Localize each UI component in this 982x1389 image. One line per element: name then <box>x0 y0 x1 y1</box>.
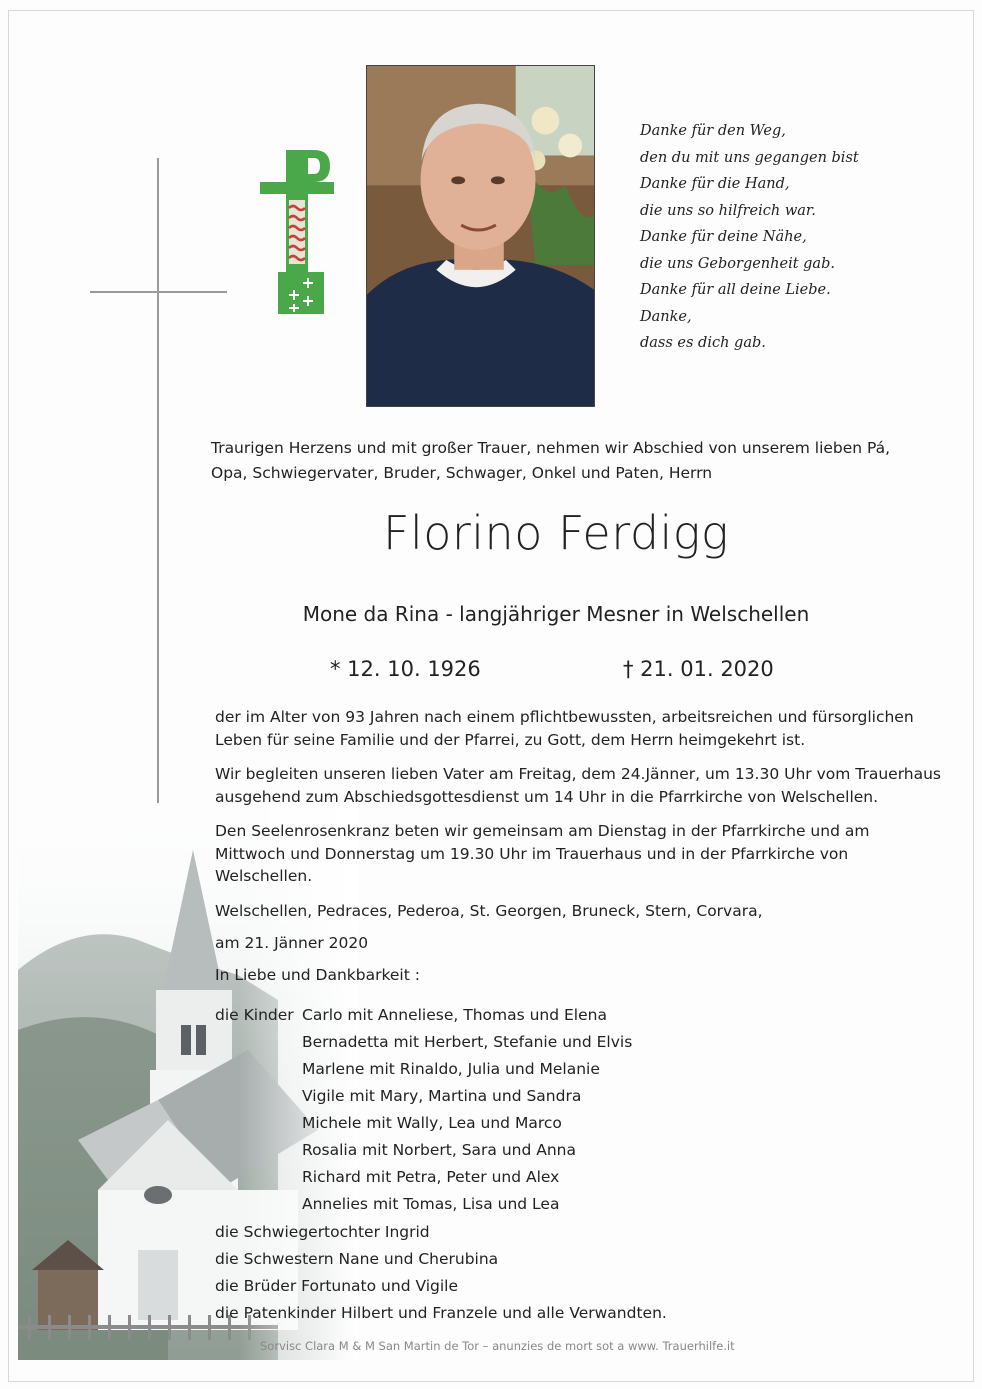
text-line: ausgehend zum Abschiedsgottesdienst um 14 Uhr in die Pfarrkirche von Welschellen. <box>215 787 879 806</box>
portrait-photo <box>366 65 595 407</box>
deceased-name: Florino Ferdigg <box>382 506 730 560</box>
death-date: † 21. 01. 2020 <box>623 657 774 681</box>
poem-line: die uns so hilfreich war. <box>640 202 816 219</box>
birth-date: * 12. 10. 1926 <box>330 657 481 681</box>
list-item: die Patenkinder Hilbert und Franzele und alle Verwandten. <box>215 1304 667 1322</box>
places-line: Welschellen, Pedraces, Pederoa, St. Georgen, Bruneck, Stern, Corvara, <box>215 902 763 920</box>
cross-horizontal <box>90 291 227 293</box>
deceased-subtitle: Mone da Rina - langjähriger Mesner in Welschellen <box>302 602 810 626</box>
cross-vertical <box>157 158 159 803</box>
text-line: Leben für seine Familie und der Pfarrei, zu Gott, dem Herrn heimgekehrt ist. <box>215 730 806 749</box>
poem-line: Danke für deine Nähe, <box>640 229 807 245</box>
text-line: Mittwoch und Donnerstag um 19.30 Uhr im Trauerhaus und in der Pfarrkirche von <box>215 844 849 863</box>
list-item: die Brüder Fortunato und Vigile <box>215 1277 459 1295</box>
footer-credit: Sorvisc Clara M & M San Martin de Tor – anunzies de mort sot a www. Trauerhilfe.it <box>260 1339 735 1353</box>
chi-rho-icon <box>258 146 338 318</box>
child-entry: Carlo mit Anneliese, Thomas und Elena <box>302 1006 607 1024</box>
intro-line: Opa, Schwiegervater, Bruder, Schwager, Onkel und Paten, Herrn <box>211 464 713 482</box>
poem <box>640 118 940 357</box>
poem-line: Danke für all deine Liebe. <box>640 282 831 298</box>
child-entry: Marlene mit Rinaldo, Julia und Melanie <box>302 1060 600 1078</box>
paragraph-age <box>215 706 915 751</box>
paragraph-funeral <box>215 763 942 808</box>
children-label: die Kinder <box>215 1006 294 1024</box>
poem-line: Danke für den Weg, <box>640 123 786 139</box>
poem-line: die uns Geborgenheit gab. <box>640 255 835 272</box>
child-entry: Richard mit Petra, Peter und Alex <box>302 1168 560 1186</box>
text-line: Den Seelenrosenkranz beten wir gemeinsam am Dienstag in der Pfarrkirche und am <box>215 822 870 840</box>
poem-line: dass es dich gab. <box>640 335 766 351</box>
intro-line: Traurigen Herzens und mit großer Trauer, nehmen wir Abschied von unserem lieben Pá, <box>211 439 891 457</box>
paragraph-rosary <box>215 820 915 888</box>
child-entry: Annelies mit Tomas, Lisa und Lea <box>302 1195 560 1213</box>
list-item: die Schwestern Nane und Cherubina <box>215 1250 499 1268</box>
body-text <box>215 706 942 900</box>
text-line: Welschellen. <box>215 867 313 885</box>
date-line: am 21. Jänner 2020 <box>215 934 369 952</box>
intro-text <box>211 436 911 486</box>
text-line: Wir begleiten unseren lieben Vater am Freitag, dem 24.Jänner, um 13.30 Uhr vom Trauerhaus <box>215 765 942 783</box>
love-line: In Liebe und Dankbarkeit : <box>215 966 420 984</box>
child-entry: Rosalia mit Norbert, Sara und Anna <box>302 1141 577 1159</box>
child-entry: Bernadetta mit Herbert, Stefanie und Elvis <box>302 1033 633 1051</box>
relatives-list <box>215 1219 667 1327</box>
text-line: der im Alter von 93 Jahren nach einem pflichtbewussten, arbeitsreichen und fürsorglichen <box>215 708 914 726</box>
poem-line: den du mit uns gegangen bist <box>640 149 859 166</box>
poem-line: Danke, <box>640 308 692 325</box>
child-entry: Vigile mit Mary, Martina und Sandra <box>302 1087 582 1105</box>
child-entry: Michele mit Wally, Lea und Marco <box>302 1114 562 1132</box>
poem-line: Danke für die Hand, <box>640 176 790 192</box>
list-item: die Schwiegertochter Ingrid <box>215 1223 430 1241</box>
